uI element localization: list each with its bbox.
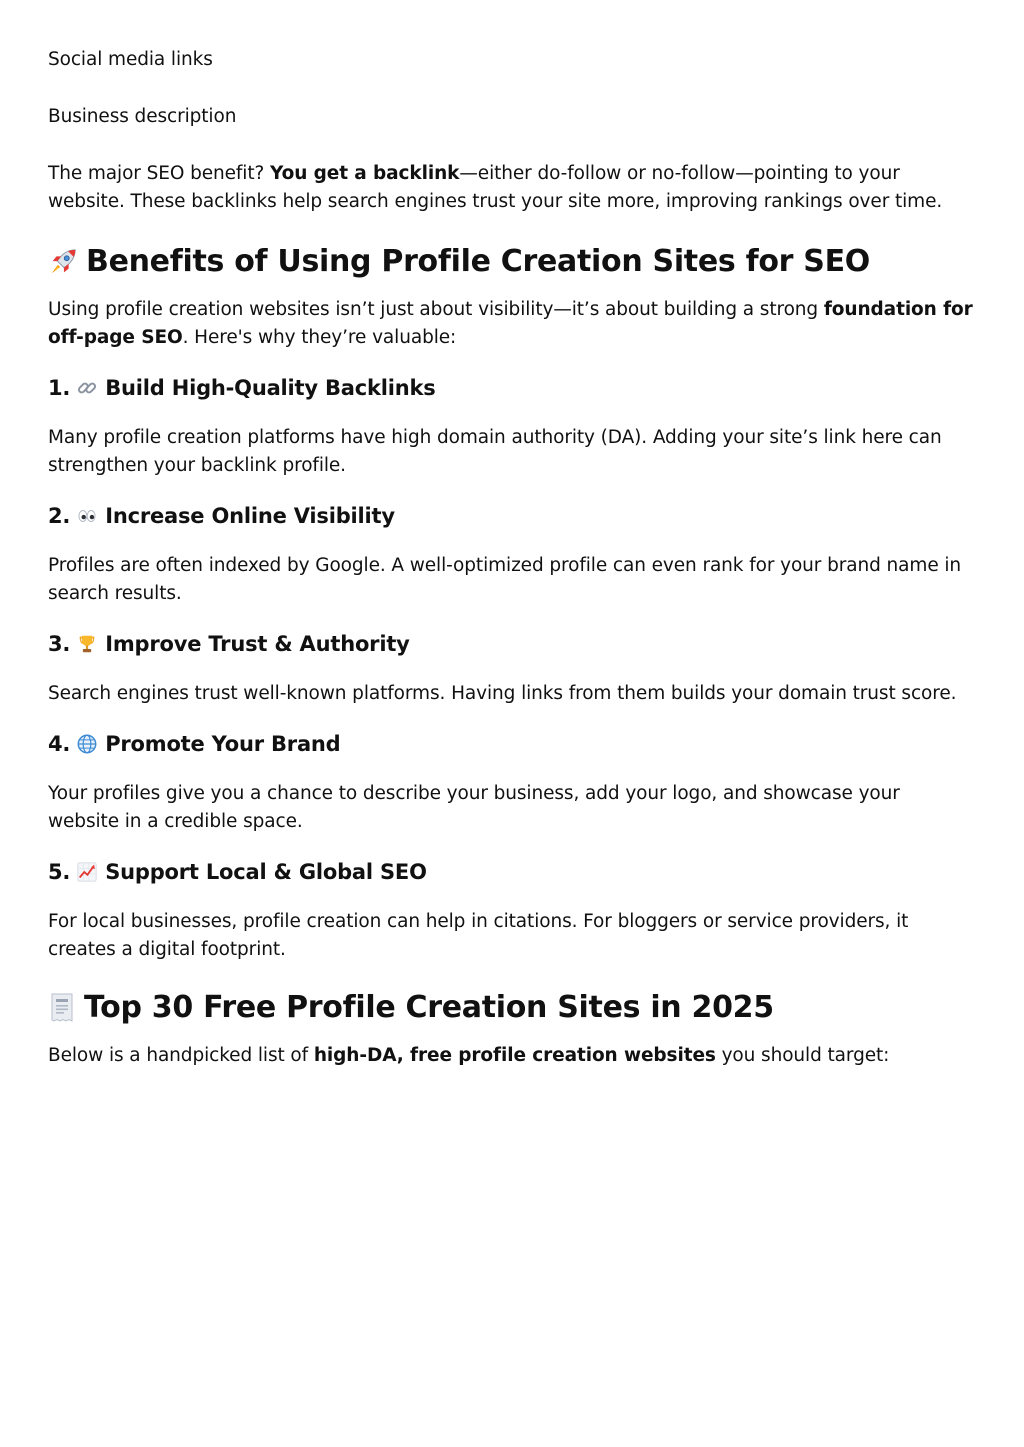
- top-sites-heading-text: Top 30 Free Profile Creation Sites in 2025: [84, 990, 774, 1025]
- trophy-icon: [76, 633, 98, 655]
- benefits-intro-lead: Using profile creation websites isn’t just about visibility—it’s about building a strong: [48, 299, 824, 320]
- benefit-item-title: Support Local & Global SEO: [105, 860, 427, 884]
- benefit-item-number: 5.: [48, 860, 71, 884]
- globe-icon: [76, 733, 98, 755]
- benefit-item-title: Build High-Quality Backlinks: [105, 376, 436, 400]
- link-icon: [76, 377, 98, 399]
- benefit-item-text: For local businesses, profile creation can help in citations. For bloggers or service providers, it creates a digital footprint.: [48, 911, 909, 960]
- top-sites-intro-lead: Below is a handpicked list of: [48, 1045, 314, 1066]
- seo-benefit-lead: The major SEO benefit?: [48, 163, 271, 184]
- eyes-icon: [76, 505, 98, 527]
- benefit-item-number: 3.: [48, 632, 71, 656]
- benefit-item-heading: [48, 858, 976, 886]
- benefit-item-heading: [48, 502, 976, 530]
- benefit-item-heading: [48, 730, 976, 758]
- top-sites-heading: [48, 990, 976, 1026]
- chart-increasing-icon: [76, 861, 98, 883]
- benefit-item-number: 1.: [48, 376, 71, 400]
- top-sites-intro-bold: high-DA, free profile creation websites: [313, 1045, 716, 1066]
- benefit-item-title: Promote Your Brand: [105, 732, 341, 756]
- benefit-item-text: Search engines trust well-known platforms. Having links from them builds your domain trust score.: [48, 683, 957, 704]
- benefit-item-text: Many profile creation platforms have high domain authority (DA). Adding your site’s link here can strengthen your backlink profile.: [48, 427, 942, 476]
- benefit-item-heading: [48, 630, 976, 658]
- benefit-item-title: Improve Trust & Authority: [105, 632, 410, 656]
- rocket-icon: [48, 247, 78, 277]
- social-media-links-text: Social media links: [48, 49, 213, 70]
- benefits-heading: [48, 244, 976, 280]
- benefits-intro-bold: foundation for off-page SEO: [48, 299, 973, 348]
- benefit-item-number: 4.: [48, 732, 71, 756]
- benefits-intro-paragraph: [48, 296, 976, 352]
- benefit-item-heading: [48, 374, 976, 402]
- benefits-heading-text: Benefits of Using Profile Creation Sites for SEO: [86, 244, 870, 279]
- top-sites-intro-paragraph: [48, 1042, 976, 1070]
- receipt-icon: [48, 993, 76, 1023]
- top-sites-intro-rest: you should target:: [715, 1045, 890, 1066]
- benefit-item-text: Your profiles give you a chance to describe your business, add your logo, and showcase your website in a credible space.: [48, 783, 900, 832]
- seo-benefit-paragraph: [48, 160, 976, 216]
- benefit-item-number: 2.: [48, 504, 71, 528]
- benefit-item-text: Profiles are often indexed by Google. A well-optimized profile can even rank for your brand name in search results.: [48, 555, 962, 604]
- benefits-intro-rest: . Here's why they’re valuable:: [182, 327, 457, 348]
- benefit-item-title: Increase Online Visibility: [105, 504, 395, 528]
- seo-benefit-bold: You get a backlink: [270, 163, 460, 184]
- seo-benefit-rest: —either do-follow or no-follow—pointing to your website. These backlinks help search engines trust your site more, improving rankings over time.: [48, 163, 943, 212]
- business-description-text: Business description: [48, 106, 237, 127]
